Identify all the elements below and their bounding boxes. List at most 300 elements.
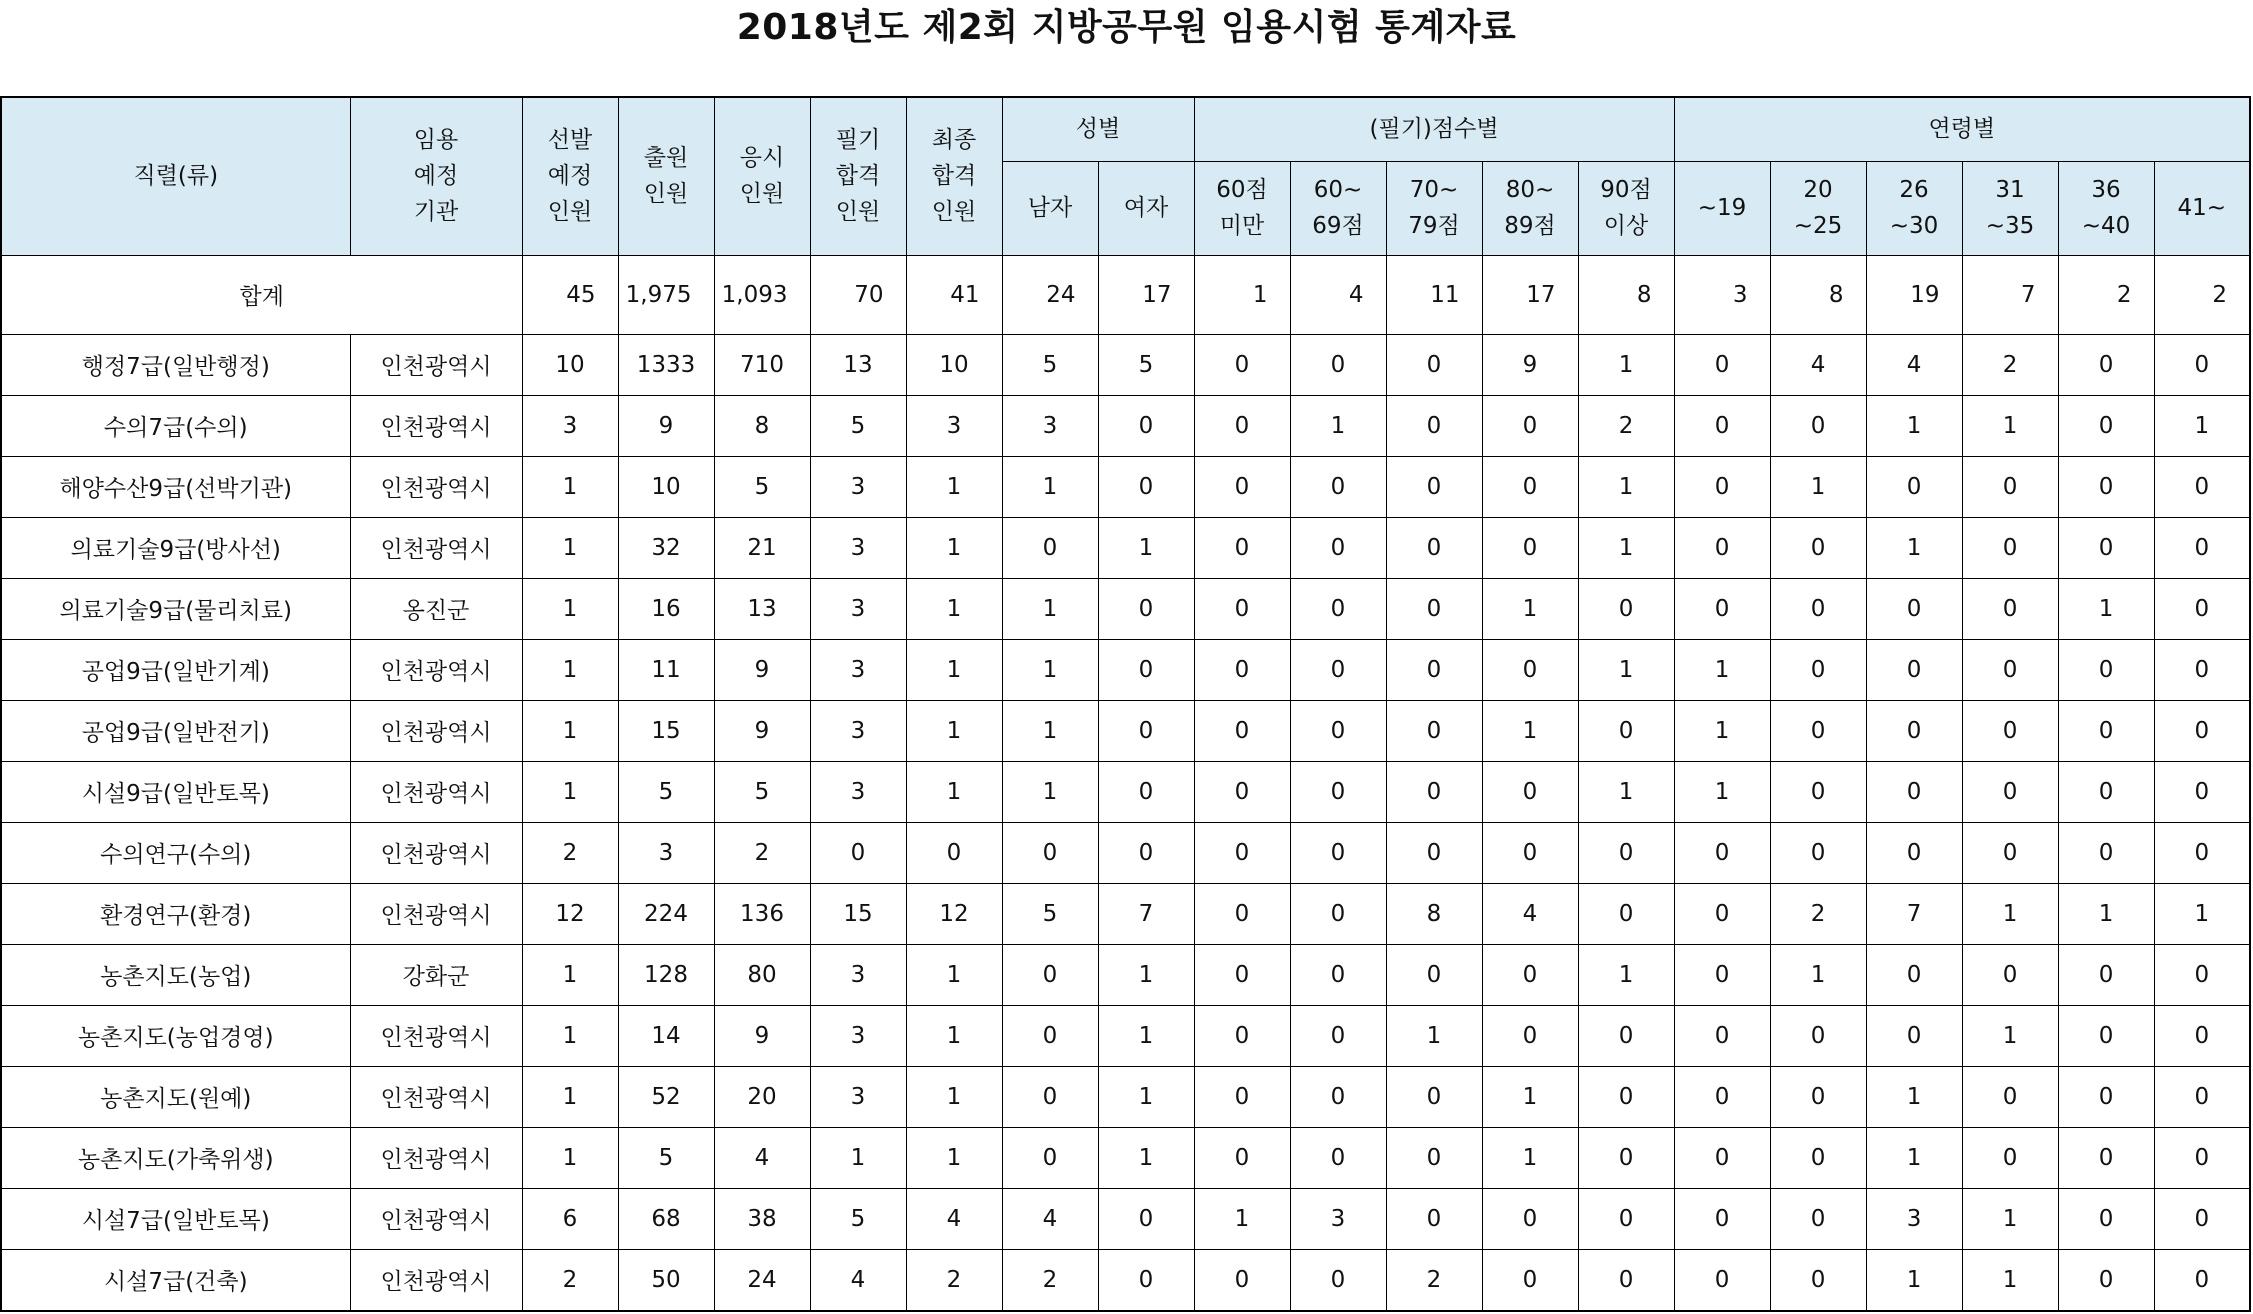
value-cell: 0 bbox=[1770, 761, 1866, 822]
value-cell: 0 bbox=[1194, 1005, 1290, 1066]
value-cell: 0 bbox=[2154, 1188, 2250, 1249]
value-cell: 1 bbox=[906, 517, 1002, 578]
value-cell: 0 bbox=[2058, 395, 2154, 456]
value-cell: 1 bbox=[522, 578, 618, 639]
value-cell: 5 bbox=[618, 1127, 714, 1188]
value-cell: 0 bbox=[1386, 578, 1482, 639]
value-cell: 0 bbox=[2154, 1066, 2250, 1127]
value-cell: 0 bbox=[2154, 944, 2250, 1005]
value-cell: 0 bbox=[1866, 1005, 1962, 1066]
value-cell: 4 bbox=[1866, 334, 1962, 395]
value-cell: 0 bbox=[1290, 578, 1386, 639]
value-cell: 0 bbox=[1386, 639, 1482, 700]
value-cell: 0 bbox=[2154, 517, 2250, 578]
value-cell: 0 bbox=[1098, 578, 1194, 639]
value-cell: 0 bbox=[1386, 334, 1482, 395]
value-cell: 1 bbox=[1098, 1005, 1194, 1066]
job-cell: 농촌지도(가축위생) bbox=[1, 1127, 350, 1188]
total-value: 1 bbox=[1194, 255, 1290, 334]
value-cell: 0 bbox=[1962, 822, 2058, 883]
value-cell: 0 bbox=[1674, 1005, 1770, 1066]
value-cell: 0 bbox=[1770, 822, 1866, 883]
value-cell: 0 bbox=[1194, 761, 1290, 822]
total-value: 7 bbox=[1962, 255, 2058, 334]
value-cell: 0 bbox=[1674, 1188, 1770, 1249]
header-age-36-40: 36 ~40 bbox=[2058, 161, 2154, 255]
value-cell: 6 bbox=[522, 1188, 618, 1249]
value-cell: 0 bbox=[1386, 700, 1482, 761]
value-cell: 0 bbox=[1578, 1249, 1674, 1311]
value-cell: 0 bbox=[1962, 1127, 2058, 1188]
value-cell: 8 bbox=[1386, 883, 1482, 944]
value-cell: 4 bbox=[1482, 883, 1578, 944]
job-cell: 시설7급(일반토목) bbox=[1, 1188, 350, 1249]
value-cell: 0 bbox=[1482, 395, 1578, 456]
value-cell: 1 bbox=[1290, 395, 1386, 456]
value-cell: 1 bbox=[1482, 1127, 1578, 1188]
value-cell: 12 bbox=[906, 883, 1002, 944]
value-cell: 1 bbox=[1674, 761, 1770, 822]
value-cell: 0 bbox=[1674, 517, 1770, 578]
value-cell: 0 bbox=[1770, 1005, 1866, 1066]
table-body bbox=[1, 255, 2250, 1311]
value-cell: 0 bbox=[1770, 1066, 1866, 1127]
total-value: 4 bbox=[1290, 255, 1386, 334]
value-cell: 2 bbox=[714, 822, 810, 883]
value-cell: 0 bbox=[1674, 1066, 1770, 1127]
value-cell: 0 bbox=[1194, 334, 1290, 395]
value-cell: 1 bbox=[1962, 883, 2058, 944]
value-cell: 0 bbox=[2154, 456, 2250, 517]
header-applied: 출원 인원 bbox=[618, 97, 714, 255]
value-cell: 1 bbox=[522, 1127, 618, 1188]
value-cell: 0 bbox=[1386, 1066, 1482, 1127]
value-cell: 38 bbox=[714, 1188, 810, 1249]
header-planned: 선발 예정 인원 bbox=[522, 97, 618, 255]
value-cell: 0 bbox=[1770, 395, 1866, 456]
value-cell: 0 bbox=[1290, 1066, 1386, 1127]
value-cell: 8 bbox=[714, 395, 810, 456]
value-cell: 0 bbox=[1194, 883, 1290, 944]
header-age-group: 연령별 bbox=[1674, 97, 2250, 161]
value-cell: 0 bbox=[1674, 456, 1770, 517]
value-cell: 1 bbox=[1866, 1066, 1962, 1127]
value-cell: 1 bbox=[2154, 883, 2250, 944]
value-cell: 1 bbox=[1098, 517, 1194, 578]
value-cell: 1333 bbox=[618, 334, 714, 395]
value-cell: 0 bbox=[1674, 883, 1770, 944]
value-cell: 0 bbox=[1386, 395, 1482, 456]
value-cell: 2 bbox=[1578, 395, 1674, 456]
total-value: 41 bbox=[906, 255, 1002, 334]
table-row bbox=[1, 639, 2250, 700]
value-cell: 1 bbox=[906, 1127, 1002, 1188]
header-age-to-19: ~19 bbox=[1674, 161, 1770, 255]
total-value: 19 bbox=[1866, 255, 1962, 334]
value-cell: 0 bbox=[1386, 1188, 1482, 1249]
value-cell: 1 bbox=[810, 1127, 906, 1188]
value-cell: 0 bbox=[1962, 517, 2058, 578]
value-cell: 0 bbox=[1098, 822, 1194, 883]
value-cell: 1 bbox=[1098, 1127, 1194, 1188]
value-cell: 2 bbox=[906, 1249, 1002, 1311]
value-cell: 0 bbox=[810, 822, 906, 883]
value-cell: 0 bbox=[2154, 822, 2250, 883]
value-cell: 1 bbox=[2154, 395, 2250, 456]
value-cell: 0 bbox=[1194, 700, 1290, 761]
value-cell: 0 bbox=[1098, 395, 1194, 456]
value-cell: 0 bbox=[1482, 822, 1578, 883]
value-cell: 0 bbox=[1578, 578, 1674, 639]
value-cell: 4 bbox=[906, 1188, 1002, 1249]
header-job: 직렬(류) bbox=[1, 97, 350, 255]
value-cell: 1 bbox=[1194, 1188, 1290, 1249]
value-cell: 1 bbox=[906, 761, 1002, 822]
value-cell: 1 bbox=[1962, 1188, 2058, 1249]
value-cell: 0 bbox=[2154, 334, 2250, 395]
value-cell: 0 bbox=[1194, 456, 1290, 517]
value-cell: 10 bbox=[906, 334, 1002, 395]
value-cell: 0 bbox=[2058, 334, 2154, 395]
value-cell: 0 bbox=[1578, 1188, 1674, 1249]
value-cell: 0 bbox=[1098, 700, 1194, 761]
value-cell: 0 bbox=[1194, 944, 1290, 1005]
value-cell: 0 bbox=[1290, 822, 1386, 883]
agency-cell: 강화군 bbox=[350, 944, 522, 1005]
value-cell: 15 bbox=[810, 883, 906, 944]
value-cell: 0 bbox=[1578, 1005, 1674, 1066]
job-cell: 시설7급(건축) bbox=[1, 1249, 350, 1311]
value-cell: 1 bbox=[522, 761, 618, 822]
value-cell: 1 bbox=[1674, 639, 1770, 700]
value-cell: 2 bbox=[522, 822, 618, 883]
value-cell: 0 bbox=[1290, 456, 1386, 517]
value-cell: 1 bbox=[1578, 456, 1674, 517]
value-cell: 0 bbox=[1386, 517, 1482, 578]
value-cell: 5 bbox=[810, 395, 906, 456]
value-cell: 0 bbox=[1002, 944, 1098, 1005]
value-cell: 32 bbox=[618, 517, 714, 578]
total-value: 2 bbox=[2154, 255, 2250, 334]
value-cell: 4 bbox=[714, 1127, 810, 1188]
value-cell: 3 bbox=[810, 761, 906, 822]
value-cell: 0 bbox=[1290, 1249, 1386, 1311]
value-cell: 0 bbox=[1962, 944, 2058, 1005]
value-cell: 0 bbox=[1962, 639, 2058, 700]
value-cell: 0 bbox=[1194, 639, 1290, 700]
value-cell: 1 bbox=[1866, 1249, 1962, 1311]
value-cell: 0 bbox=[1002, 1066, 1098, 1127]
agency-cell: 인천광역시 bbox=[350, 883, 522, 944]
value-cell: 3 bbox=[810, 639, 906, 700]
header-gender-group: 성별 bbox=[1002, 97, 1194, 161]
job-cell: 의료기술9급(방사선) bbox=[1, 517, 350, 578]
header-score-60-69: 60~ 69점 bbox=[1290, 161, 1386, 255]
value-cell: 0 bbox=[1386, 456, 1482, 517]
value-cell: 0 bbox=[1866, 761, 1962, 822]
value-cell: 1 bbox=[522, 1066, 618, 1127]
job-cell: 행정7급(일반행정) bbox=[1, 334, 350, 395]
value-cell: 0 bbox=[1674, 334, 1770, 395]
value-cell: 1 bbox=[522, 700, 618, 761]
value-cell: 3 bbox=[1866, 1188, 1962, 1249]
value-cell: 0 bbox=[1194, 1249, 1290, 1311]
value-cell: 0 bbox=[1290, 517, 1386, 578]
value-cell: 2 bbox=[1962, 334, 2058, 395]
value-cell: 0 bbox=[1866, 456, 1962, 517]
job-cell: 농촌지도(농업경영) bbox=[1, 1005, 350, 1066]
value-cell: 1 bbox=[2058, 883, 2154, 944]
value-cell: 5 bbox=[810, 1188, 906, 1249]
value-cell: 80 bbox=[714, 944, 810, 1005]
value-cell: 0 bbox=[2058, 456, 2154, 517]
header-agency: 임용 예정 기관 bbox=[350, 97, 522, 255]
header-age-20-25: 20 ~25 bbox=[1770, 161, 1866, 255]
value-cell: 11 bbox=[618, 639, 714, 700]
value-cell: 13 bbox=[714, 578, 810, 639]
value-cell: 0 bbox=[1866, 578, 1962, 639]
value-cell: 9 bbox=[1482, 334, 1578, 395]
value-cell: 1 bbox=[1866, 517, 1962, 578]
value-cell: 14 bbox=[618, 1005, 714, 1066]
value-cell: 0 bbox=[1578, 1127, 1674, 1188]
value-cell: 7 bbox=[1866, 883, 1962, 944]
value-cell: 0 bbox=[1386, 944, 1482, 1005]
agency-cell: 인천광역시 bbox=[350, 761, 522, 822]
value-cell: 1 bbox=[1962, 1005, 2058, 1066]
value-cell: 0 bbox=[1098, 1249, 1194, 1311]
value-cell: 0 bbox=[1770, 700, 1866, 761]
job-cell: 환경연구(환경) bbox=[1, 883, 350, 944]
header-age-41-plus: 41~ bbox=[2154, 161, 2250, 255]
value-cell: 0 bbox=[2154, 578, 2250, 639]
value-cell: 0 bbox=[1770, 578, 1866, 639]
value-cell: 5 bbox=[714, 761, 810, 822]
value-cell: 5 bbox=[618, 761, 714, 822]
value-cell: 1 bbox=[1002, 700, 1098, 761]
value-cell: 0 bbox=[1194, 1066, 1290, 1127]
header-score-group: (필기)점수별 bbox=[1194, 97, 1674, 161]
value-cell: 0 bbox=[1962, 456, 2058, 517]
value-cell: 1 bbox=[1578, 517, 1674, 578]
header-score-under-60: 60점 미만 bbox=[1194, 161, 1290, 255]
value-cell: 0 bbox=[1482, 1188, 1578, 1249]
job-cell: 농촌지도(농업) bbox=[1, 944, 350, 1005]
value-cell: 0 bbox=[1290, 1127, 1386, 1188]
value-cell: 0 bbox=[1386, 822, 1482, 883]
agency-cell: 인천광역시 bbox=[350, 395, 522, 456]
job-cell: 공업9급(일반기계) bbox=[1, 639, 350, 700]
value-cell: 3 bbox=[810, 456, 906, 517]
header-score-70-79: 70~ 79점 bbox=[1386, 161, 1482, 255]
value-cell: 9 bbox=[618, 395, 714, 456]
value-cell: 0 bbox=[1962, 578, 2058, 639]
table-row bbox=[1, 883, 2250, 944]
header-written-pass: 필기 합격 인원 bbox=[810, 97, 906, 255]
value-cell: 0 bbox=[1770, 1249, 1866, 1311]
header-male: 남자 bbox=[1002, 161, 1098, 255]
value-cell: 1 bbox=[1098, 1066, 1194, 1127]
value-cell: 0 bbox=[1290, 334, 1386, 395]
total-value: 2 bbox=[2058, 255, 2154, 334]
value-cell: 16 bbox=[618, 578, 714, 639]
value-cell: 1 bbox=[906, 1066, 1002, 1127]
value-cell: 0 bbox=[2058, 1127, 2154, 1188]
agency-cell: 인천광역시 bbox=[350, 334, 522, 395]
value-cell: 13 bbox=[810, 334, 906, 395]
value-cell: 3 bbox=[618, 822, 714, 883]
value-cell: 1 bbox=[1578, 761, 1674, 822]
agency-cell: 인천광역시 bbox=[350, 1127, 522, 1188]
value-cell: 0 bbox=[1674, 822, 1770, 883]
value-cell: 20 bbox=[714, 1066, 810, 1127]
value-cell: 0 bbox=[1962, 1066, 2058, 1127]
value-cell: 0 bbox=[1386, 761, 1482, 822]
value-cell: 1 bbox=[906, 578, 1002, 639]
total-value: 1,975 bbox=[618, 255, 714, 334]
value-cell: 0 bbox=[1290, 700, 1386, 761]
value-cell: 1 bbox=[906, 944, 1002, 1005]
value-cell: 0 bbox=[1866, 822, 1962, 883]
value-cell: 1 bbox=[1962, 395, 2058, 456]
value-cell: 0 bbox=[1290, 1005, 1386, 1066]
header-final-pass: 최종 합격 인원 bbox=[906, 97, 1002, 255]
value-cell: 1 bbox=[1578, 334, 1674, 395]
value-cell: 0 bbox=[2058, 944, 2154, 1005]
value-cell: 3 bbox=[906, 395, 1002, 456]
value-cell: 3 bbox=[810, 578, 906, 639]
total-value: 1,093 bbox=[714, 255, 810, 334]
table-row bbox=[1, 1005, 2250, 1066]
value-cell: 0 bbox=[1482, 1249, 1578, 1311]
table-row bbox=[1, 944, 2250, 1005]
value-cell: 0 bbox=[1290, 944, 1386, 1005]
header-tested: 응시 인원 bbox=[714, 97, 810, 255]
value-cell: 1 bbox=[2058, 578, 2154, 639]
total-value: 17 bbox=[1098, 255, 1194, 334]
value-cell: 0 bbox=[2058, 761, 2154, 822]
value-cell: 1 bbox=[1482, 700, 1578, 761]
job-cell: 수의7급(수의) bbox=[1, 395, 350, 456]
value-cell: 0 bbox=[1674, 1127, 1770, 1188]
value-cell: 9 bbox=[714, 639, 810, 700]
value-cell: 0 bbox=[1578, 883, 1674, 944]
value-cell: 0 bbox=[1866, 944, 1962, 1005]
value-cell: 3 bbox=[810, 1066, 906, 1127]
value-cell: 1 bbox=[906, 639, 1002, 700]
value-cell: 0 bbox=[1482, 639, 1578, 700]
total-value: 70 bbox=[810, 255, 906, 334]
value-cell: 2 bbox=[1386, 1249, 1482, 1311]
table-row bbox=[1, 456, 2250, 517]
value-cell: 0 bbox=[2154, 639, 2250, 700]
job-cell: 공업9급(일반전기) bbox=[1, 700, 350, 761]
value-cell: 0 bbox=[1002, 1005, 1098, 1066]
value-cell: 0 bbox=[1002, 822, 1098, 883]
total-value: 11 bbox=[1386, 255, 1482, 334]
total-label: 합계 bbox=[1, 255, 522, 334]
agency-cell: 인천광역시 bbox=[350, 1249, 522, 1311]
agency-cell: 인천광역시 bbox=[350, 517, 522, 578]
value-cell: 0 bbox=[2154, 1127, 2250, 1188]
value-cell: 50 bbox=[618, 1249, 714, 1311]
value-cell: 3 bbox=[1290, 1188, 1386, 1249]
value-cell: 0 bbox=[2058, 822, 2154, 883]
table-row bbox=[1, 1188, 2250, 1249]
value-cell: 0 bbox=[2154, 761, 2250, 822]
agency-cell: 인천광역시 bbox=[350, 700, 522, 761]
value-cell: 1 bbox=[1962, 1249, 2058, 1311]
value-cell: 52 bbox=[618, 1066, 714, 1127]
table-row bbox=[1, 761, 2250, 822]
value-cell: 0 bbox=[1866, 639, 1962, 700]
value-cell: 0 bbox=[1098, 761, 1194, 822]
value-cell: 0 bbox=[2058, 1005, 2154, 1066]
table-row bbox=[1, 1249, 2250, 1311]
value-cell: 0 bbox=[1098, 639, 1194, 700]
total-row bbox=[1, 255, 2250, 334]
value-cell: 1 bbox=[522, 639, 618, 700]
header-female: 여자 bbox=[1098, 161, 1194, 255]
agency-cell: 인천광역시 bbox=[350, 822, 522, 883]
value-cell: 1 bbox=[1386, 1005, 1482, 1066]
value-cell: 68 bbox=[618, 1188, 714, 1249]
value-cell: 1 bbox=[1770, 944, 1866, 1005]
value-cell: 0 bbox=[2154, 700, 2250, 761]
value-cell: 0 bbox=[1290, 639, 1386, 700]
value-cell: 5 bbox=[1098, 334, 1194, 395]
value-cell: 0 bbox=[1290, 761, 1386, 822]
value-cell: 3 bbox=[810, 1005, 906, 1066]
table-row bbox=[1, 578, 2250, 639]
total-value: 8 bbox=[1770, 255, 1866, 334]
value-cell: 3 bbox=[810, 944, 906, 1005]
value-cell: 1 bbox=[522, 517, 618, 578]
agency-cell: 옹진군 bbox=[350, 578, 522, 639]
value-cell: 0 bbox=[2154, 1005, 2250, 1066]
header-age-31-35: 31 ~35 bbox=[1962, 161, 2058, 255]
value-cell: 1 bbox=[906, 456, 1002, 517]
value-cell: 0 bbox=[1770, 1127, 1866, 1188]
statistics-table bbox=[0, 96, 2251, 1312]
value-cell: 136 bbox=[714, 883, 810, 944]
value-cell: 0 bbox=[2058, 1188, 2154, 1249]
value-cell: 4 bbox=[810, 1249, 906, 1311]
value-cell: 0 bbox=[1482, 761, 1578, 822]
value-cell: 0 bbox=[2058, 700, 2154, 761]
agency-cell: 인천광역시 bbox=[350, 1066, 522, 1127]
table-row bbox=[1, 1127, 2250, 1188]
value-cell: 0 bbox=[1578, 1066, 1674, 1127]
table-row bbox=[1, 395, 2250, 456]
value-cell: 0 bbox=[1674, 395, 1770, 456]
value-cell: 4 bbox=[1002, 1188, 1098, 1249]
value-cell: 2 bbox=[1002, 1249, 1098, 1311]
header-score-80-89: 80~ 89점 bbox=[1482, 161, 1578, 255]
value-cell: 0 bbox=[2058, 517, 2154, 578]
value-cell: 1 bbox=[1002, 761, 1098, 822]
value-cell: 224 bbox=[618, 883, 714, 944]
value-cell: 0 bbox=[1770, 517, 1866, 578]
value-cell: 0 bbox=[2058, 1249, 2154, 1311]
value-cell: 9 bbox=[714, 1005, 810, 1066]
value-cell: 0 bbox=[1194, 1127, 1290, 1188]
value-cell: 0 bbox=[1290, 883, 1386, 944]
value-cell: 0 bbox=[1386, 1127, 1482, 1188]
value-cell: 1 bbox=[1482, 578, 1578, 639]
value-cell: 128 bbox=[618, 944, 714, 1005]
value-cell: 4 bbox=[1770, 334, 1866, 395]
